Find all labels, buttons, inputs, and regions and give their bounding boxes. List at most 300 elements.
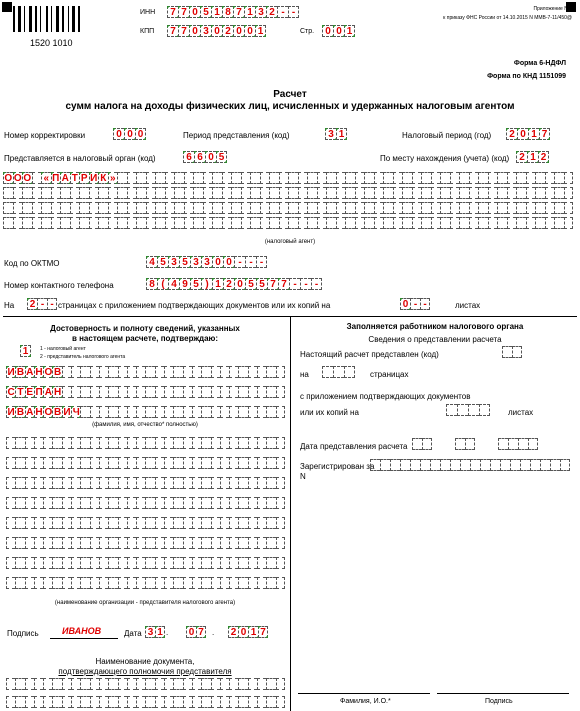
kpp-field[interactable]	[167, 25, 266, 37]
cell	[127, 172, 137, 184]
confirm-heading-1: Достоверность и полноту сведений, указанных	[50, 324, 240, 333]
cell	[257, 457, 266, 469]
cell	[500, 459, 510, 471]
inn-label: ИНН	[140, 9, 156, 16]
cell	[60, 217, 70, 229]
cell	[62, 457, 71, 469]
cell: В	[16, 367, 25, 378]
pages-field[interactable]	[27, 298, 57, 310]
cell: 7	[167, 25, 178, 37]
cell	[201, 366, 210, 378]
cell: 0	[400, 298, 410, 310]
cell	[560, 459, 570, 471]
corner-marker	[2, 2, 12, 12]
cell: -	[234, 256, 245, 268]
cell	[298, 217, 308, 229]
cell	[71, 477, 80, 489]
cell	[164, 577, 173, 589]
cell	[260, 217, 270, 229]
cell: 2	[27, 298, 37, 310]
document-row	[6, 696, 285, 708]
cell	[241, 202, 251, 214]
agent-name-row	[3, 202, 573, 214]
cell	[192, 557, 201, 569]
org-row	[6, 457, 285, 469]
cell: 1	[212, 278, 223, 290]
cell	[266, 437, 275, 449]
cell	[127, 678, 136, 690]
cell	[173, 457, 182, 469]
cell: 1	[155, 626, 165, 638]
doc-label-1: Наименование документа,	[95, 657, 195, 666]
tax-period-label: Налоговый период (год)	[402, 131, 492, 140]
cell	[307, 202, 317, 214]
cell	[421, 172, 431, 184]
date-month-field[interactable]	[186, 626, 206, 638]
cell	[535, 202, 545, 214]
cell	[393, 172, 403, 184]
date-year-field[interactable]	[228, 626, 268, 638]
cell	[508, 438, 518, 450]
cell	[298, 187, 308, 199]
cell	[71, 678, 80, 690]
cell	[248, 497, 257, 509]
office-sheets-field[interactable]	[446, 404, 490, 416]
tax-authority-label: Представляется в налоговый орган (код)	[4, 154, 156, 163]
cell	[145, 537, 154, 549]
cell	[127, 477, 136, 489]
cell	[32, 217, 42, 229]
cell	[13, 202, 23, 214]
cell: -	[47, 298, 57, 310]
cell	[229, 366, 238, 378]
cell	[250, 202, 260, 214]
date-day-field[interactable]	[145, 626, 165, 638]
cell	[229, 537, 238, 549]
org-row	[6, 537, 285, 549]
cell	[344, 366, 355, 378]
cell	[288, 172, 298, 184]
signature-line	[50, 638, 118, 639]
inn-field[interactable]	[167, 6, 299, 18]
cell	[193, 172, 203, 184]
cell: -	[311, 278, 322, 290]
cell	[118, 537, 127, 549]
cell	[393, 217, 403, 229]
cell: Т	[70, 172, 80, 184]
cell	[412, 187, 422, 199]
cell	[79, 187, 89, 199]
cell	[43, 497, 52, 509]
cell	[248, 557, 257, 569]
cell	[127, 696, 136, 708]
cell	[336, 172, 346, 184]
cell	[248, 457, 257, 469]
cell	[99, 517, 108, 529]
cell	[99, 678, 108, 690]
cell	[136, 187, 146, 199]
cell	[383, 172, 393, 184]
cell	[43, 557, 52, 569]
cell	[317, 217, 327, 229]
cell	[80, 366, 89, 378]
cell	[183, 366, 192, 378]
cell	[43, 437, 52, 449]
cell	[127, 202, 137, 214]
cell: А	[44, 387, 52, 398]
cell	[229, 517, 238, 529]
cell	[89, 202, 99, 214]
cell	[460, 459, 470, 471]
cell	[450, 217, 460, 229]
cell	[34, 678, 43, 690]
cell	[6, 517, 15, 529]
cell: 0	[124, 128, 135, 140]
cell: 1	[255, 25, 266, 37]
cell	[99, 477, 108, 489]
cell	[127, 457, 136, 469]
cell	[62, 517, 71, 529]
cell	[326, 172, 336, 184]
cell	[248, 537, 257, 549]
cell	[43, 477, 52, 489]
cell: -	[256, 256, 267, 268]
cell	[90, 437, 99, 449]
cell	[421, 202, 431, 214]
cell	[155, 497, 164, 509]
date-separator-2: .	[212, 628, 215, 637]
cell	[136, 217, 146, 229]
cell	[15, 497, 24, 509]
cell: Ч	[72, 407, 80, 418]
cell: В	[54, 407, 62, 418]
cell	[155, 217, 165, 229]
cell	[90, 537, 99, 549]
cell	[211, 366, 220, 378]
cell	[79, 202, 89, 214]
cell	[469, 217, 479, 229]
cell: С	[7, 387, 15, 398]
cell	[6, 457, 15, 469]
doc-label-2: подтверждающего полномочия представителя	[58, 667, 232, 676]
cell: 1	[248, 626, 258, 638]
cell	[193, 217, 203, 229]
cell	[231, 217, 241, 229]
cell	[183, 477, 192, 489]
cell: 7	[178, 6, 189, 18]
cell	[211, 457, 220, 469]
cell	[201, 557, 210, 569]
cell	[220, 366, 229, 378]
location-field[interactable]	[516, 151, 549, 163]
submitted-month-field[interactable]	[455, 438, 475, 450]
cell: 0	[189, 6, 200, 18]
cell	[545, 187, 555, 199]
cell	[257, 386, 266, 398]
cell: В	[54, 367, 62, 378]
cell	[146, 217, 156, 229]
barcode-number: 1520 1010	[30, 38, 73, 48]
cell	[402, 187, 412, 199]
cell	[99, 557, 108, 569]
cell	[279, 172, 289, 184]
cell	[502, 346, 512, 358]
cell	[164, 696, 173, 708]
cell	[136, 437, 145, 449]
cell	[34, 437, 43, 449]
cell	[25, 497, 34, 509]
agent-caption: (налоговый агент)	[264, 239, 316, 245]
cell	[155, 517, 164, 529]
cell: 9	[179, 278, 190, 290]
registration-number-field[interactable]	[370, 459, 570, 471]
cell	[490, 459, 500, 471]
cell	[469, 187, 479, 199]
cell: 7	[233, 6, 244, 18]
cell	[183, 406, 192, 418]
cell	[248, 406, 257, 418]
cell	[43, 537, 52, 549]
cell	[99, 437, 108, 449]
cell	[269, 187, 279, 199]
cell: 3	[325, 128, 336, 140]
cell	[183, 457, 192, 469]
cell	[136, 678, 145, 690]
cell: »	[108, 172, 118, 184]
cell	[276, 557, 285, 569]
cell	[516, 217, 526, 229]
cell	[71, 457, 80, 469]
cell: А	[26, 407, 34, 418]
cell	[276, 537, 285, 549]
pages-text: страницах с приложением подтверждающих документов или их копий на	[58, 301, 331, 310]
cell	[498, 438, 508, 450]
cell	[99, 386, 108, 398]
cell	[136, 366, 145, 378]
cell	[43, 517, 52, 529]
cell: 7	[258, 626, 268, 638]
page-label: Стр.	[300, 28, 315, 35]
cell	[127, 517, 136, 529]
cell	[127, 187, 137, 199]
cell	[211, 386, 220, 398]
cell	[6, 497, 15, 509]
cell	[80, 386, 89, 398]
copies-field[interactable]	[400, 298, 430, 310]
cell	[257, 477, 266, 489]
cell: 1	[527, 151, 538, 163]
fio-caption: (фамилия, имя, отчество* полностью)	[92, 422, 198, 428]
cell	[108, 386, 117, 398]
cell	[488, 172, 498, 184]
cell	[25, 517, 34, 529]
cell	[446, 404, 457, 416]
cell	[402, 202, 412, 214]
cell	[71, 386, 80, 398]
oktmo-field[interactable]	[146, 256, 267, 268]
tax-authority-field[interactable]	[183, 151, 227, 163]
cell	[528, 438, 538, 450]
barcode	[13, 6, 97, 36]
cell	[488, 187, 498, 199]
cell	[70, 187, 80, 199]
cell	[90, 696, 99, 708]
cell: 5	[190, 278, 201, 290]
cell	[62, 497, 71, 509]
cell	[220, 497, 229, 509]
cell	[307, 172, 317, 184]
cell	[192, 696, 201, 708]
cell	[71, 577, 80, 589]
agent-name-row	[3, 217, 573, 229]
cell	[250, 187, 260, 199]
cell	[229, 457, 238, 469]
cell	[164, 386, 173, 398]
period-field[interactable]	[325, 128, 347, 140]
cell	[380, 459, 390, 471]
cell	[155, 386, 164, 398]
patronymic-field[interactable]	[6, 406, 285, 418]
cell	[34, 517, 43, 529]
correction-field[interactable]	[113, 128, 146, 140]
cell: -	[300, 278, 311, 290]
cell	[99, 577, 108, 589]
cell	[90, 497, 99, 509]
appendix-order: к приказу ФНС России от 14.10.2015 N ММВ-7-11/450@	[443, 15, 572, 21]
cell	[478, 217, 488, 229]
cell	[136, 696, 145, 708]
cell	[164, 497, 173, 509]
cell	[220, 696, 229, 708]
cell	[250, 172, 260, 184]
office-sheets-label: листах	[508, 408, 534, 417]
cell	[117, 217, 127, 229]
cell: 6	[194, 151, 205, 163]
cell	[211, 517, 220, 529]
cell	[41, 202, 51, 214]
cell	[220, 557, 229, 569]
cell	[60, 202, 70, 214]
cell	[90, 366, 99, 378]
cell: Т	[15, 386, 24, 398]
cell: 8	[146, 278, 157, 290]
cell	[465, 438, 475, 450]
cell: 2	[538, 151, 549, 163]
cell	[192, 537, 201, 549]
cell	[108, 497, 117, 509]
submitted-code-field[interactable]	[502, 346, 522, 358]
cell	[336, 217, 346, 229]
cell	[326, 202, 336, 214]
office-pages-field[interactable]	[322, 366, 355, 378]
cell	[420, 459, 430, 471]
cell	[62, 366, 71, 378]
cell	[164, 557, 173, 569]
cell	[145, 497, 154, 509]
cell	[317, 187, 327, 199]
cell	[345, 187, 355, 199]
cell	[201, 537, 210, 549]
tax-period-field[interactable]	[506, 128, 550, 140]
cell	[25, 457, 34, 469]
cell: -	[277, 6, 288, 18]
cell	[25, 696, 34, 708]
cell	[211, 437, 220, 449]
cell: 4	[146, 256, 157, 268]
first-name-field[interactable]	[6, 386, 285, 398]
cell	[276, 386, 285, 398]
cell	[364, 202, 374, 214]
cell	[118, 437, 127, 449]
signature-footer-line	[437, 693, 569, 694]
cell	[526, 202, 536, 214]
cell	[422, 438, 432, 450]
cell	[203, 172, 213, 184]
cell	[3, 187, 13, 199]
cell: 0	[135, 128, 146, 140]
cell	[317, 172, 327, 184]
cell	[155, 678, 164, 690]
signer-code-field[interactable]	[20, 345, 31, 357]
cell	[183, 497, 192, 509]
cell	[174, 202, 184, 214]
cell	[238, 366, 247, 378]
cell	[238, 497, 247, 509]
cell: В	[16, 407, 25, 418]
cell: Н	[35, 407, 43, 418]
phone-field[interactable]	[146, 278, 322, 290]
cell	[530, 459, 540, 471]
cell: 7	[539, 128, 550, 140]
cell	[99, 497, 108, 509]
cell	[201, 678, 210, 690]
cell: 0	[322, 25, 333, 37]
cell	[231, 172, 241, 184]
cell	[238, 457, 247, 469]
cell	[545, 217, 555, 229]
cell: И	[7, 407, 15, 418]
cell	[127, 537, 136, 549]
cell	[127, 386, 136, 398]
cell: -	[410, 298, 420, 310]
surname-field[interactable]	[6, 366, 285, 378]
cell	[266, 517, 275, 529]
cell: 5	[245, 278, 256, 290]
cell	[127, 406, 136, 418]
cell: 1	[528, 128, 539, 140]
submitted-day-field[interactable]	[412, 438, 432, 450]
page-number-field[interactable]	[322, 25, 355, 37]
cell	[393, 187, 403, 199]
cell	[229, 386, 238, 398]
cell: 1	[244, 6, 255, 18]
cell	[238, 557, 247, 569]
cell	[220, 437, 229, 449]
cell	[374, 172, 384, 184]
cell	[526, 172, 536, 184]
cell: 7	[167, 6, 178, 18]
cell	[15, 678, 24, 690]
cell	[173, 517, 182, 529]
cell	[192, 406, 201, 418]
cell	[269, 217, 279, 229]
submitted-year-field[interactable]	[498, 438, 538, 450]
cell	[470, 459, 480, 471]
cell	[201, 477, 210, 489]
cell	[71, 537, 80, 549]
cell	[248, 517, 257, 529]
cell	[146, 172, 156, 184]
